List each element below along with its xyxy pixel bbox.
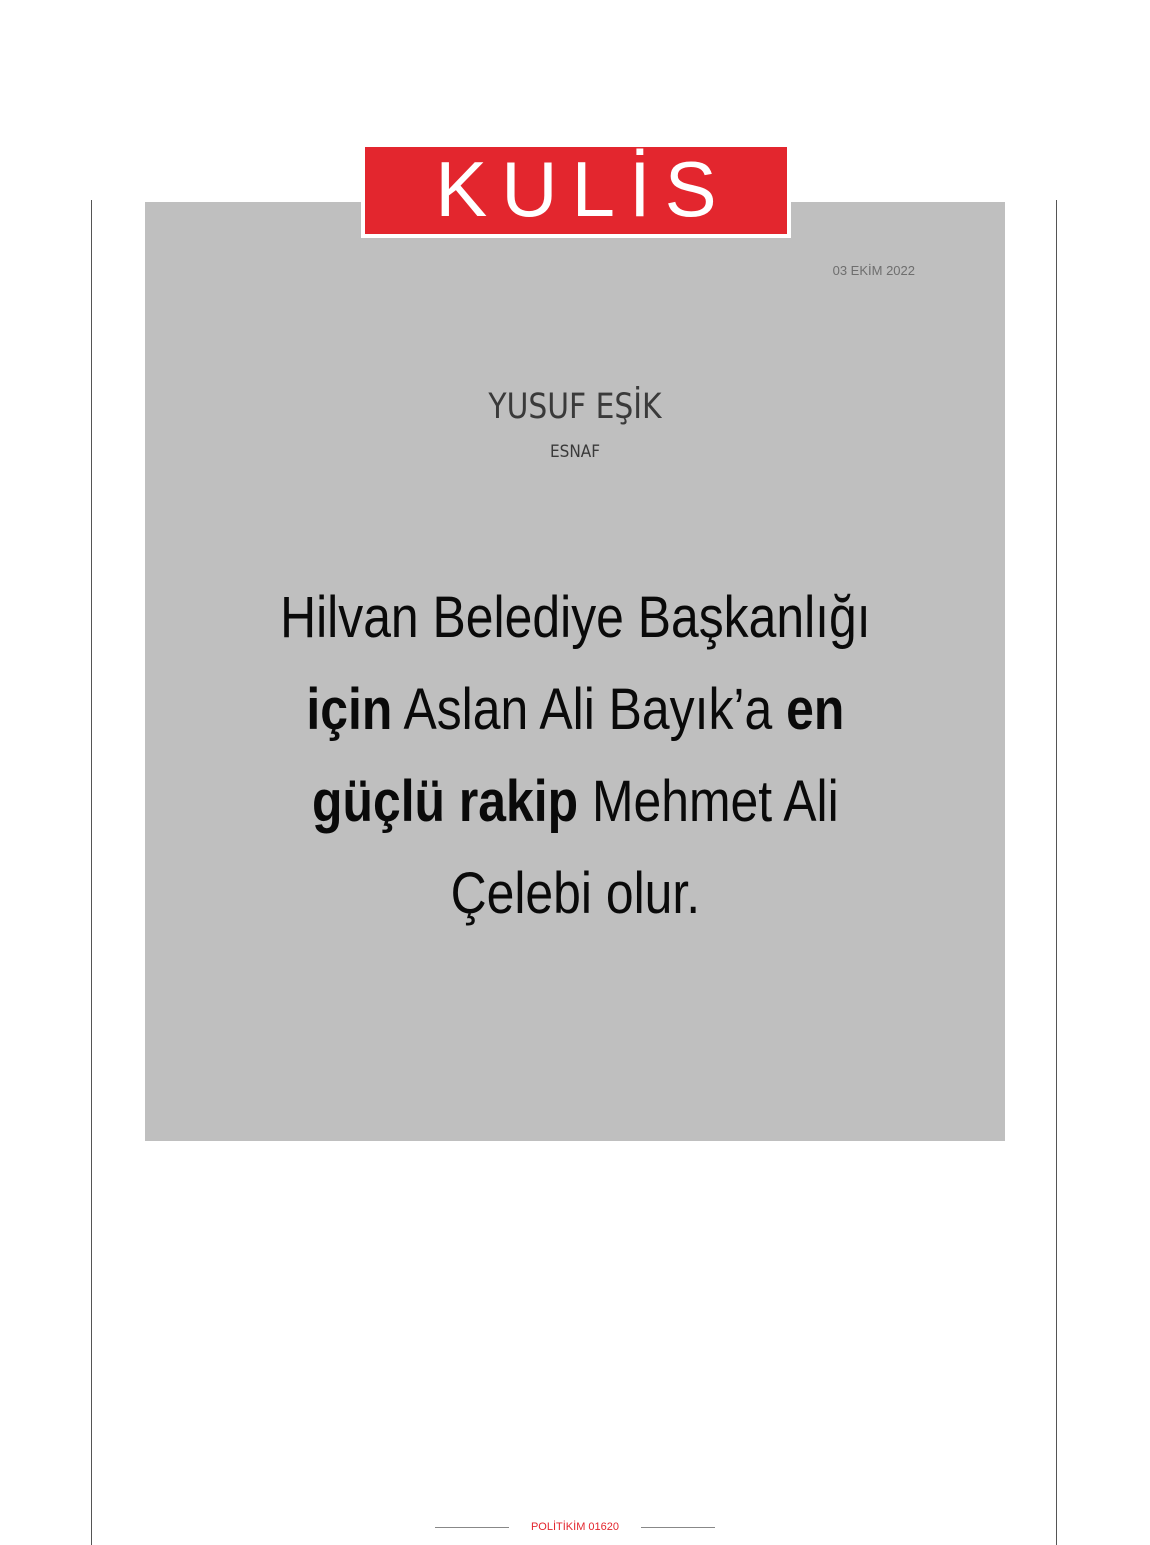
kulis-banner [361, 143, 791, 238]
headline-line-3-text: Mehmet Ali [577, 769, 839, 834]
headline-bold-en: en [785, 677, 844, 742]
left-border-line [91, 200, 92, 1545]
page-footer [0, 1521, 1150, 1533]
headline-bold-icin: için [306, 677, 392, 742]
headline-bold-guclu-rakip: güçlü rakip [311, 769, 578, 834]
content-panel [145, 202, 1005, 1141]
headline-line-4: Çelebi olur. [450, 861, 700, 926]
author-role: ESNAF [549, 442, 601, 462]
right-border-line [1056, 200, 1057, 1545]
banner-label: KULİS [435, 144, 731, 233]
author-name: YUSUF EŞİK [488, 387, 662, 427]
headline-quote [185, 572, 965, 940]
headline-line-2-text: Aslan Ali Bayık’a [391, 677, 786, 742]
footer-rule-right [641, 1527, 715, 1528]
footer-rule-left [435, 1527, 509, 1528]
headline-line-1: Hilvan Belediye Başkanlığı [279, 585, 871, 650]
publish-date: 03 EKİM 2022 [832, 263, 915, 278]
footer-label: POLİTİKİM 01620 [530, 1521, 620, 1533]
